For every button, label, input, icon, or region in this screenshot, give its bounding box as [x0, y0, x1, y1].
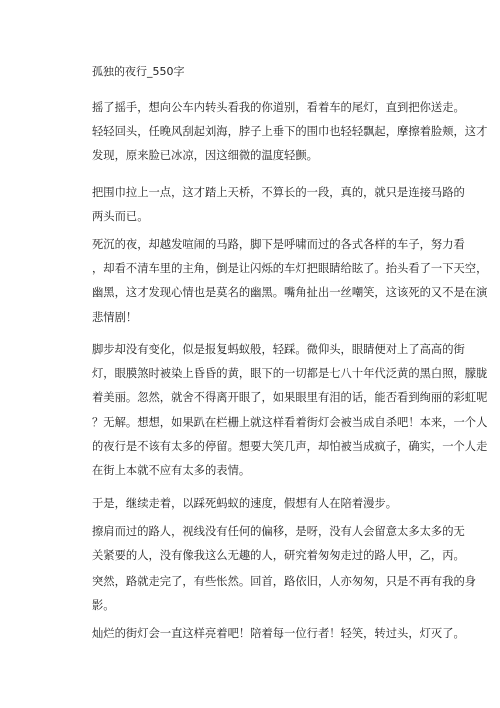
paragraph-2: [92, 181, 465, 229]
text-line: 摇了摇手，想向公车内转头看我的你道别，看着车的尾灯，直到把你送走。: [92, 101, 465, 114]
text-line: 悲情剧！: [92, 310, 138, 324]
text-line: 突然，路就走完了，有些怅然。回首，路依旧，人亦匆匆，只是不再有我的身: [92, 575, 477, 588]
document-title: 孤独的夜行_550字: [92, 65, 185, 78]
text-line: 的夜行是不该有太多的停留。想要大笑几声，却怕被当成疯子，确实，一个人走: [92, 439, 488, 453]
text-line: 两头而已。: [92, 210, 149, 224]
text-line: ？无解。想想，如果趴在栏栅上就这样看着街灯会被当成自杀吧！本来，一个人: [92, 415, 488, 429]
text-line: 把围巾拉上一点，这才踏上天桥，不算长的一段，真的，就只是连接马路的: [92, 186, 465, 199]
paragraph-3: [92, 233, 488, 330]
paragraph-8: [92, 622, 465, 646]
paragraph-4: [92, 338, 488, 483]
text-line: 灿烂的街灯会一直这样亮着吧！陪着每一位行者！轻笑，转过头，灯灭了。: [92, 627, 465, 640]
text-line: 灯，眼膜煞时被染上昏昏的黄，眼下的一切都是七八十年代泛黄的黑白照，朦胧: [92, 367, 488, 381]
text-line: 轻轻回头，任晚风刮起刘海，脖子上垂下的围巾也轻轻飘起，摩擦着脸颊，这才: [92, 125, 488, 139]
text-line: 幽黑，这才发现心情也是莫名的幽黑。嘴角扯出一丝嘲笑，这该死的又不是在演: [92, 286, 488, 300]
text-line: 着美丽。忽然，就舍不得离开眼了，如果眼里有泪的话，能否看到绚丽的彩虹呢: [92, 391, 488, 405]
paragraph-7: [92, 570, 477, 618]
text-line: ，却看不清车里的主角，倒是让闪烁的车灯把眼睛给眩了。抬头看了一下天空，: [92, 262, 488, 276]
paragraph-5: [92, 492, 424, 516]
text-line: 影。: [92, 599, 115, 613]
paragraph-6: [92, 520, 465, 568]
text-line: 在街上本就不应有太多的表情。: [92, 464, 251, 478]
text-line: 关紧要的人，没有像我这么无趣的人，研究着匆匆走过的路人甲，乙，丙。: [92, 549, 465, 563]
text-line: 死沉的夜，却越发喧闹的马路，脚下是呼啸而过的各式各样的车子，努力看: [92, 238, 465, 251]
text-line: 擦肩而过的路人，视线没有任何的偏移，是呀，没有人会留意太多太多的无: [92, 525, 465, 538]
text-line: 发现，原来脸已冰凉，因这细微的温度轻颤。: [92, 149, 318, 163]
text-line: 于是，继续走着，以踩死蚂蚁的速度，假想有人在陪着漫步。: [92, 497, 398, 510]
text-line: 脚步却没有变化，似是报复蚂蚁般，轻踩。微仰头，眼睛便对上了高高的街: [92, 343, 465, 356]
paragraph-1: [92, 96, 488, 169]
